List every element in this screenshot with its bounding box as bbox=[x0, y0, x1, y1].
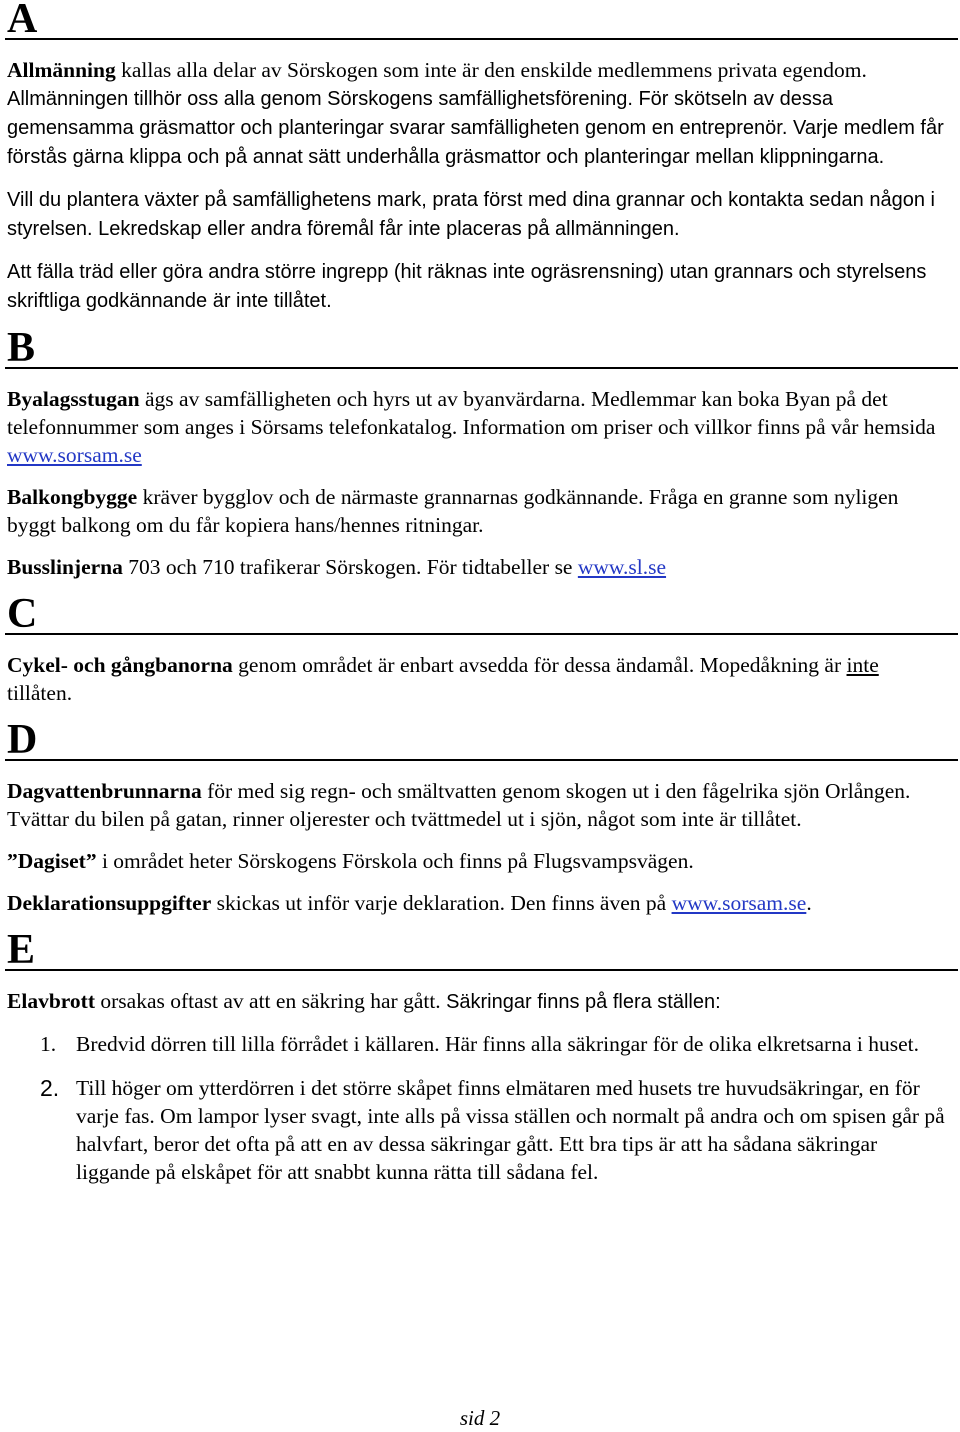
paragraph-text: Vill du plantera växter på samfällighetens mark, prata först med dina grannar och kontakta sedan någon i styrelsen. Lekredskap eller andra föremål får inte placeras på allmänningen. bbox=[7, 189, 935, 240]
emphasis-underline: inte bbox=[846, 653, 879, 677]
section-heading-d bbox=[5, 717, 958, 763]
entry-text: . bbox=[806, 891, 812, 915]
entry-text: ägs av samfälligheten och hyrs ut av byanvärdarna. Medlemmar kan boka Byan på det telefonnummer som anges i Sörsams telefonkatalog. Information om priser och villkor finns på vår hemsida bbox=[7, 387, 936, 439]
paragraph-falla-trad bbox=[7, 257, 947, 315]
entry-term: ”Dagiset” bbox=[7, 849, 97, 873]
section-heading-a bbox=[5, 0, 958, 40]
list-text: Bredvid dörren till lilla förrådet i källaren. Här finns alla säkringar för de olika elkretsarna i huset. bbox=[76, 1032, 919, 1056]
entry-allmanning bbox=[7, 56, 947, 171]
entry-text: genom området är enbart avsedda för dessa ändamål. Mopedåkning är bbox=[238, 653, 842, 677]
section-letter-b: B bbox=[7, 325, 36, 371]
entry-cykel-och-gangbanorna bbox=[7, 651, 947, 707]
entry-text: kallas alla delar av Sörskogen som inte är den enskilde medlemmens privata egendom. bbox=[121, 58, 867, 82]
entry-deklarationsuppgifter bbox=[7, 889, 947, 917]
section-b bbox=[7, 325, 947, 581]
entry-text: i området heter Sörskogens Förskola och finns på Flugsvampsvägen. bbox=[101, 849, 694, 873]
section-heading-e bbox=[5, 927, 958, 973]
document-page bbox=[7, 0, 947, 1202]
entry-balkongbygge bbox=[7, 483, 947, 539]
entry-term: Balkongbygge bbox=[7, 485, 138, 509]
section-letter-c: C bbox=[7, 591, 38, 637]
entry-text: skickas ut inför varje deklaration. Den finns även på bbox=[216, 891, 667, 915]
entry-term: Dagvattenbrunnarna bbox=[7, 779, 202, 803]
entry-term: Busslinjerna bbox=[7, 555, 123, 579]
section-heading-b bbox=[5, 325, 958, 371]
section-a bbox=[7, 0, 947, 315]
list-text: Till höger om ytterdörren i det större skåpet finns elmätaren med husets tre huvudsäkringar, en för varje fas. Om lampor lyser svagt, inte alls på vissa ställen och normalt på andra och om spisen går på halvfart, beror det ofta på att en av dessa säkringar gått. Ett bra tips är att ha sådana säkringar liggande på elskåpet för att snabbt kunna rätta till sådana fel. bbox=[76, 1076, 945, 1184]
entry-text: för med sig regn- och smältvatten genom skogen ut i den fågelrika sjön Orlången. Tvättar du bilen på gatan, rinner oljerester och tvättmedel ut i sjön, något som inte är tillåtet. bbox=[7, 779, 911, 831]
entry-term: Deklarationsuppgifter bbox=[7, 891, 212, 915]
section-c bbox=[7, 591, 947, 707]
list-item bbox=[7, 1074, 947, 1186]
entry-text: Säkringar finns på flera ställen: bbox=[446, 991, 721, 1013]
paragraph-text: Att fälla träd eller göra andra större ingrepp (hit räknas inte ogräsrensning) utan grannars och styrelsens skriftliga godkännande är inte tillåtet. bbox=[7, 261, 927, 312]
entry-text: 703 och 710 trafikerar Sörskogen. För tidtabeller se bbox=[128, 555, 573, 579]
list-number: 1. bbox=[40, 1032, 57, 1056]
entry-text: kräver bygglov och de närmaste grannarnas godkännande. Fråga en granne som nyligen byggt balkong om du får kopiera hans/hennes ritningar. bbox=[7, 485, 899, 537]
entry-term: Byalagsstugan bbox=[7, 387, 140, 411]
website-link-sorsam[interactable]: www.sorsam.se bbox=[7, 443, 142, 467]
list-item bbox=[7, 1030, 947, 1058]
section-letter-a: A bbox=[7, 0, 38, 42]
entry-dagiset bbox=[7, 847, 947, 875]
website-link-sorsam[interactable]: www.sorsam.se bbox=[671, 891, 807, 915]
entry-text: Allmänningen tillhör oss alla genom Sörskogens samfällighetsförening. För skötseln av dessa gemensamma gräsmattor och planteringar svarar samfälligheten genom en entreprenör. Varje medlem får förstås gärna klippa och på annat sätt underhålla gräsmattor och planteringar mellan klippningarna. bbox=[7, 88, 944, 168]
section-letter-d: D bbox=[7, 717, 38, 763]
entry-term: Cykel- och gångbanorna bbox=[7, 653, 233, 677]
entry-text: tillåten. bbox=[7, 681, 73, 705]
section-letter-e: E bbox=[7, 927, 36, 973]
page-number: sid 2 bbox=[459, 1406, 501, 1430]
list-number: 2. bbox=[40, 1075, 60, 1101]
entry-elavbrott bbox=[7, 987, 947, 1016]
fuse-location-list bbox=[7, 1030, 947, 1186]
section-d bbox=[7, 717, 947, 917]
entry-byalagsstugan bbox=[7, 385, 947, 469]
paragraph-plantera bbox=[7, 185, 947, 243]
entry-text: orsakas oftast av att en säkring har gått. bbox=[100, 989, 441, 1013]
entry-term: Elavbrott bbox=[7, 989, 95, 1013]
section-heading-c bbox=[5, 591, 958, 637]
website-link-sl[interactable]: www.sl.se bbox=[577, 555, 667, 579]
section-e bbox=[7, 927, 947, 1186]
entry-busslinjerna bbox=[7, 553, 947, 581]
entry-dagvattenbrunnarna bbox=[7, 777, 947, 833]
entry-term: Allmänning bbox=[7, 58, 116, 82]
